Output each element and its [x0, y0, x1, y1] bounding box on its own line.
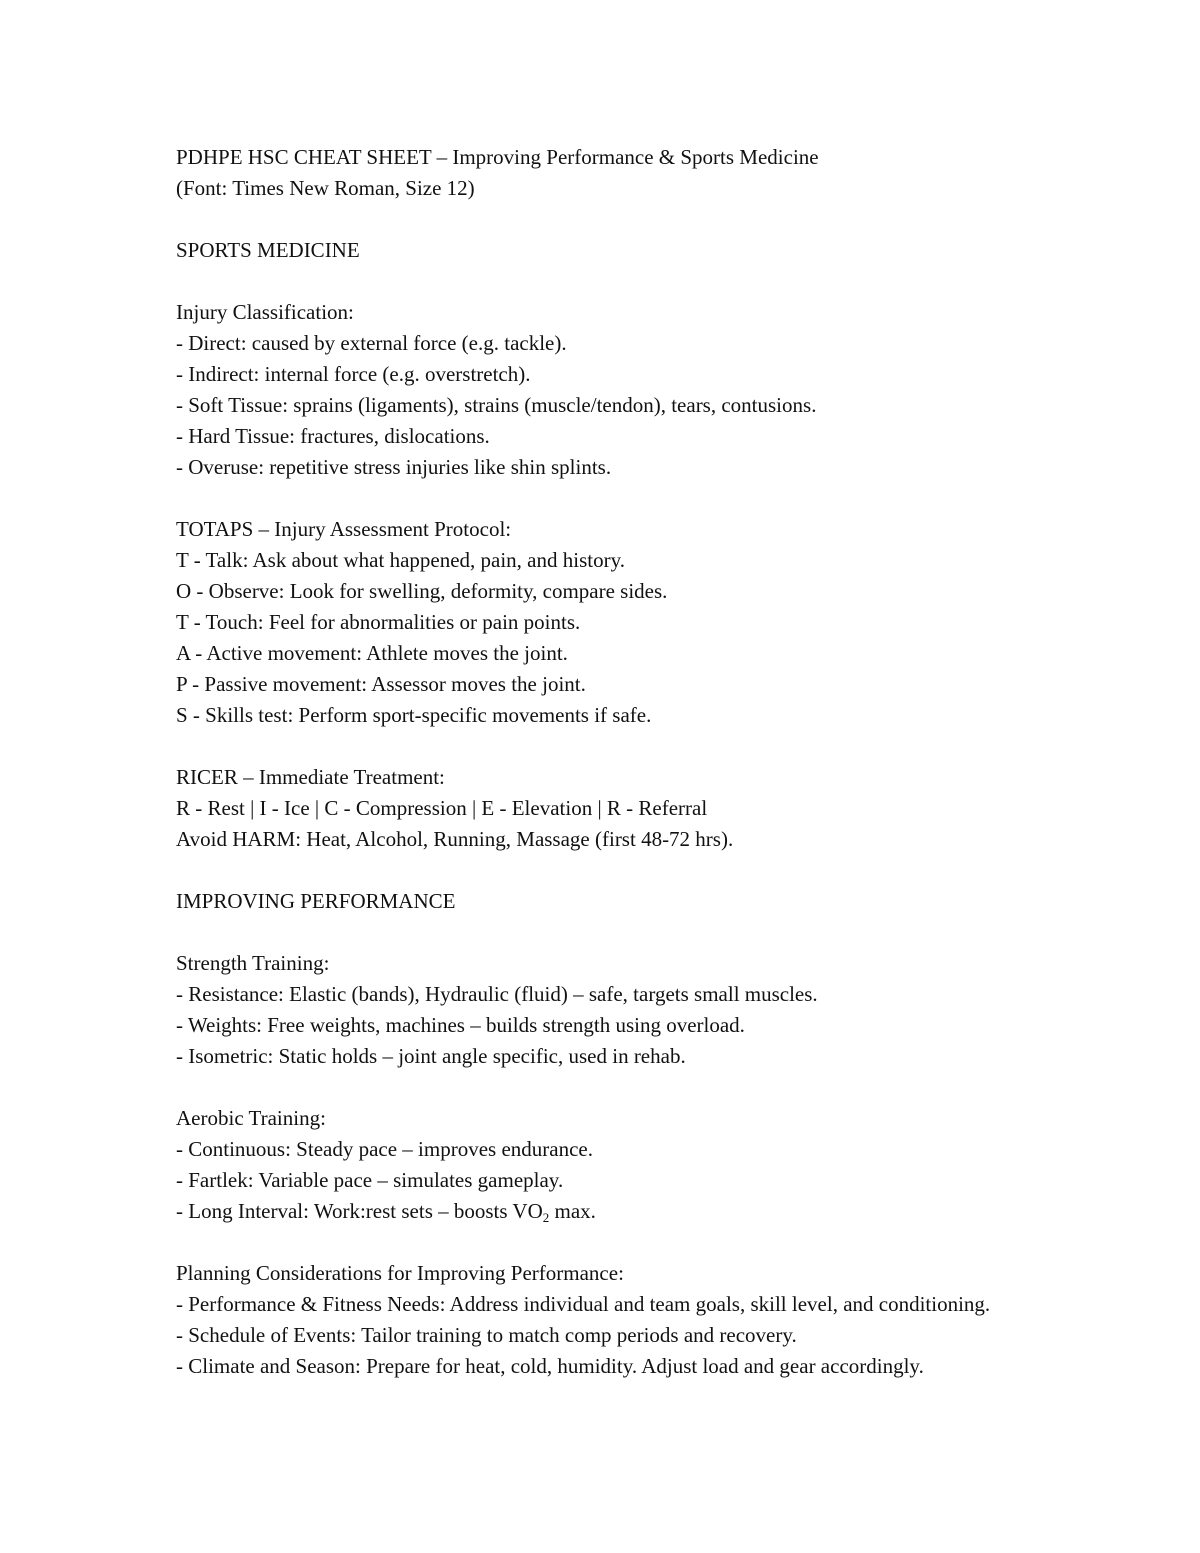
list-item: - Fartlek: Variable pace – simulates gameplay. — [176, 1168, 564, 1192]
list-item: T - Talk: Ask about what happened, pain, and history. — [176, 548, 625, 572]
list-item: - Continuous: Steady pace – improves endurance. — [176, 1137, 593, 1161]
list-item: - Schedule of Events: Tailor training to match comp periods and recovery. — [176, 1323, 797, 1347]
blank-line — [176, 731, 1056, 762]
list-item: - Hard Tissue: fractures, dislocations. — [176, 424, 490, 448]
document-title: PDHPE HSC CHEAT SHEET – Improving Performance & Sports Medicine — [176, 145, 819, 169]
list-item: A - Active movement: Athlete moves the joint. — [176, 641, 568, 665]
blank-line — [176, 1072, 1056, 1103]
blank-line — [176, 1227, 1056, 1258]
improving-performance-heading: IMPROVING PERFORMANCE — [176, 889, 456, 913]
list-item: T - Touch: Feel for abnormalities or pain points. — [176, 610, 581, 634]
aerobic-training-heading: Aerobic Training: — [176, 1106, 326, 1130]
avoid-harm: Avoid HARM: Heat, Alcohol, Running, Massage (first 48-72 hrs). — [176, 827, 734, 851]
list-item: O - Observe: Look for swelling, deformity, compare sides. — [176, 579, 668, 603]
ricer-steps: R - Rest | I - Ice | C - Compression | E - Elevation | R - Referral — [176, 796, 708, 820]
list-item: - Climate and Season: Prepare for heat, cold, humidity. Adjust load and gear accordingly. — [176, 1354, 924, 1378]
list-item: - Weights: Free weights, machines – builds strength using overload. — [176, 1013, 745, 1037]
planning-heading: Planning Considerations for Improving Performance: — [176, 1261, 624, 1285]
blank-line — [176, 917, 1056, 948]
list-item: - Overuse: repetitive stress injuries like shin splints. — [176, 455, 612, 479]
totaps-heading: TOTAPS – Injury Assessment Protocol: — [176, 517, 512, 541]
subscript-two: 2 — [542, 1210, 550, 1225]
strength-training-heading: Strength Training: — [176, 951, 330, 975]
font-note: (Font: Times New Roman, Size 12) — [176, 176, 475, 200]
list-item: - Isometric: Static holds – joint angle specific, used in rehab. — [176, 1044, 686, 1068]
list-item: - Indirect: internal force (e.g. overstretch). — [176, 362, 531, 386]
injury-classification-heading: Injury Classification: — [176, 300, 354, 324]
sports-medicine-heading: SPORTS MEDICINE — [176, 238, 360, 262]
blank-line — [176, 266, 1056, 297]
list-item: S - Skills test: Perform sport-specific movements if safe. — [176, 703, 652, 727]
list-item: - Resistance: Elastic (bands), Hydraulic (fluid) – safe, targets small muscles. — [176, 982, 818, 1006]
list-item-long-interval — [176, 1196, 1056, 1227]
long-interval-text: - Long Interval: Work:rest sets – boosts VO — [176, 1199, 543, 1223]
ricer-heading: RICER – Immediate Treatment: — [176, 765, 445, 789]
list-item: - Soft Tissue: sprains (ligaments), strains (muscle/tendon), tears, contusions. — [176, 393, 817, 417]
long-interval-suffix: max. — [549, 1199, 596, 1223]
list-item: P - Passive movement: Assessor moves the joint. — [176, 672, 586, 696]
blank-line — [176, 483, 1056, 514]
blank-line — [176, 204, 1056, 235]
list-item: - Performance & Fitness Needs: Address individual and team goals, skill level, and conditioning. — [176, 1292, 991, 1316]
document-body — [176, 142, 1056, 1382]
blank-line — [176, 855, 1056, 886]
list-item: - Direct: caused by external force (e.g. tackle). — [176, 331, 567, 355]
